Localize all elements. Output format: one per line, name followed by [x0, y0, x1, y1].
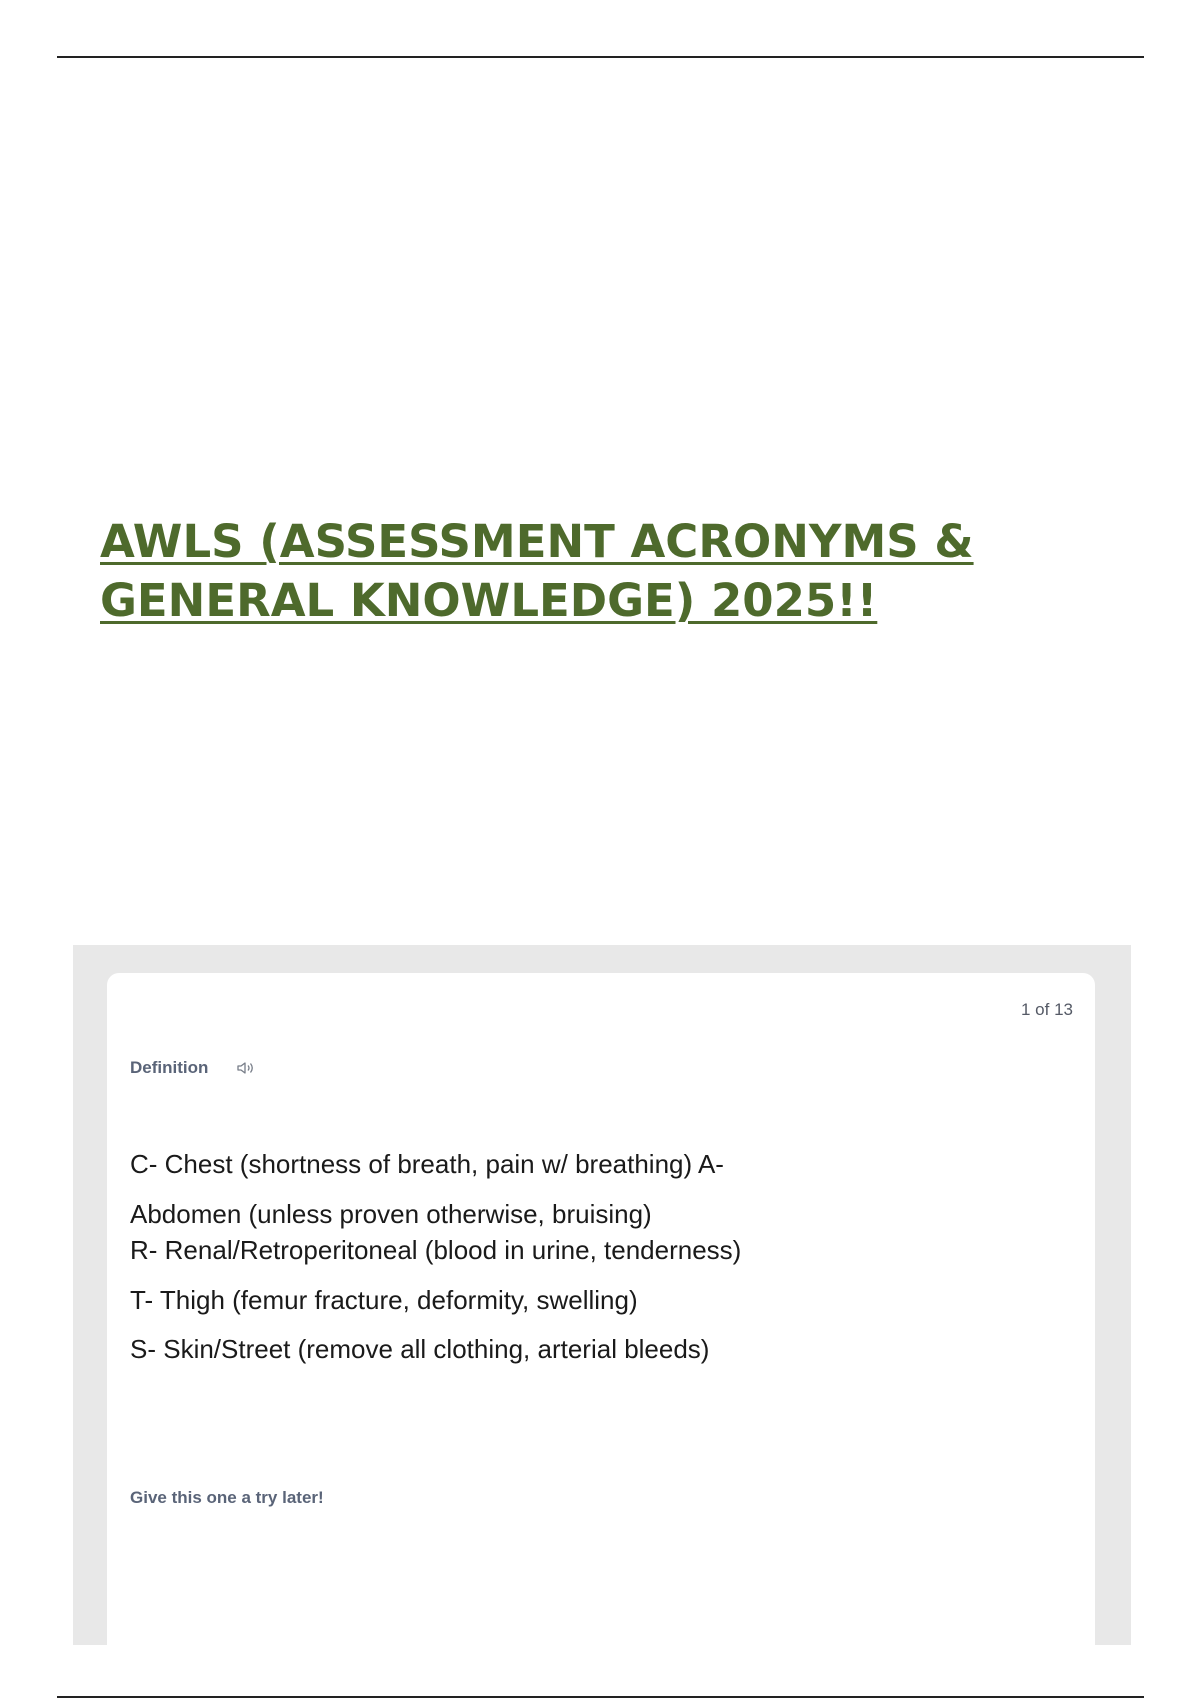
definition-label: Definition — [130, 1058, 209, 1077]
title-line-1: AWLS (ASSESSMENT ACRONYMS & — [100, 515, 974, 568]
card-counter: 1 of 13 — [1021, 1000, 1073, 1019]
definition-line: Abdomen (unless proven otherwise, bruising) — [130, 1199, 652, 1229]
title-line-2: GENERAL KNOWLEDGE) 2025!! — [100, 574, 878, 627]
bottom-rule — [57, 1696, 1144, 1698]
definition-line: C- Chest (shortness of breath, pain w/ breathing) A- — [130, 1149, 724, 1179]
document-title — [100, 512, 1100, 630]
flashcard[interactable] — [107, 973, 1095, 1645]
top-rule — [57, 56, 1144, 58]
speaker-icon[interactable] — [236, 1059, 258, 1077]
definition-line: S- Skin/Street (remove all clothing, arterial bleeds) — [130, 1334, 710, 1364]
definition-line: R- Renal/Retroperitoneal (blood in urine, tenderness) — [130, 1235, 742, 1265]
try-later-prompt: Give this one a try later! — [130, 1488, 324, 1507]
definition-line: T- Thigh (femur fracture, deformity, swelling) — [130, 1285, 638, 1315]
definition-header — [130, 1058, 258, 1078]
